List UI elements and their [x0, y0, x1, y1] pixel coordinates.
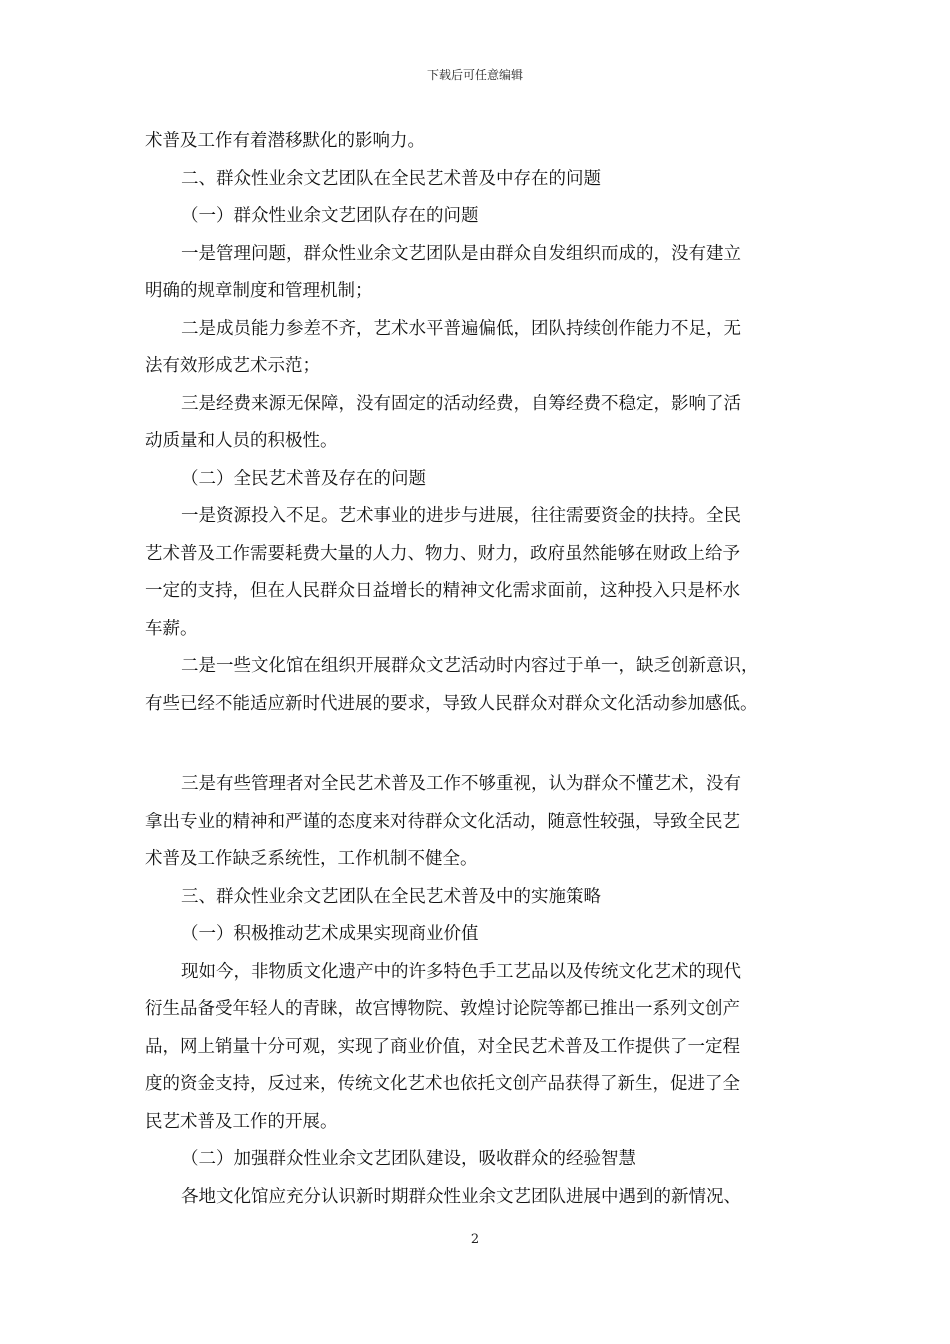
paragraph-line: 各地文化馆应充分认识新时期群众性业余文艺团队进展中遇到的新情况、 — [181, 1186, 741, 1207]
paragraph-line: 车薪。 — [145, 618, 198, 639]
paragraph-line: 三是经费来源无保障，没有固定的活动经费，自筹经费不稳定，影响了活 — [181, 393, 741, 414]
paragraph-line: 二是成员能力参差不齐，艺术水平普遍偏低，团队持续创作能力不足，无 — [181, 318, 741, 339]
paragraph-line: 拿出专业的精神和严谨的态度来对待群众文化活动，随意性较强，导致全民艺 — [145, 811, 740, 832]
subsection-heading: （一）群众性业余文艺团队存在的问题 — [181, 206, 479, 226]
subsection-heading: （二）全民艺术普及存在的问题 — [181, 468, 426, 489]
paragraph-line: 术普及工作缺乏系统性，工作机制不健全。 — [145, 849, 478, 869]
page-header-note: 下载后可任意编辑 — [426, 68, 523, 82]
paragraph-line: 衍生品备受年轻人的青睐，故宫博物院、敦煌讨论院等都已推出一系列文创产 — [145, 999, 740, 1019]
paragraph-line: 民艺术普及工作的开展。 — [145, 1111, 338, 1132]
paragraph-line: 二是一些文化馆在组织开展群众文艺活动时内容过于单一，缺乏创新意识， — [181, 656, 759, 676]
paragraph-line: 术普及工作有着潜移默化的影响力。 — [145, 131, 425, 151]
paragraph-line: 动质量和人员的积极性。 — [145, 431, 338, 451]
paragraph-line: 品，网上销量十分可观，实现了商业价值，对全民艺术普及工作提供了一定程 — [145, 1036, 740, 1057]
paragraph-gap — [145, 723, 820, 766]
paragraph-line: 艺术普及工作需要耗费大量的人力、物力、财力，政府虽然能够在财政上给予 — [145, 543, 740, 564]
section-heading: 三、群众性业余文艺团队在全民艺术普及中的实施策略 — [181, 886, 601, 907]
subsection-heading: （一）积极推动艺术成果实现商业价值 — [181, 924, 479, 944]
paragraph-line: 三是有些管理者对全民艺术普及工作不够重视，认为群众不懂艺术，没有 — [181, 774, 741, 794]
document-body — [145, 123, 820, 1216]
paragraph-line: 一是资源投入不足。艺术事业的进步与进展，往往需要资金的扶持。全民 — [181, 506, 741, 526]
paragraph-line: 明确的规章制度和管理机制； — [145, 281, 373, 301]
paragraph-line: 法有效形成艺术示范； — [145, 356, 320, 376]
paragraph-line: 一是管理问题，群众性业余文艺团队是由群众自发组织而成的，没有建立 — [181, 243, 741, 264]
section-heading: 二、群众性业余文艺团队在全民艺术普及中存在的问题 — [181, 168, 601, 189]
paragraph-line: 度的资金支持，反过来，传统文化艺术也依托文创产品获得了新生，促进了全 — [145, 1074, 740, 1094]
paragraph-line: 有些已经不能适应新时代进展的要求，导致人民群众对群众文化活动参加感低。 — [145, 693, 758, 714]
paragraph-line: 一定的支持，但在人民群众日益增长的精神文化需求面前，这种投入只是杯水 — [145, 581, 740, 601]
subsection-heading: （二）加强群众性业余文艺团队建设，吸收群众的经验智慧 — [181, 1149, 636, 1169]
page-number: 2 — [470, 1232, 480, 1247]
paragraph-line: 现如今，非物质文化遗产中的许多特色手工艺品以及传统文化艺术的现代 — [181, 961, 741, 982]
